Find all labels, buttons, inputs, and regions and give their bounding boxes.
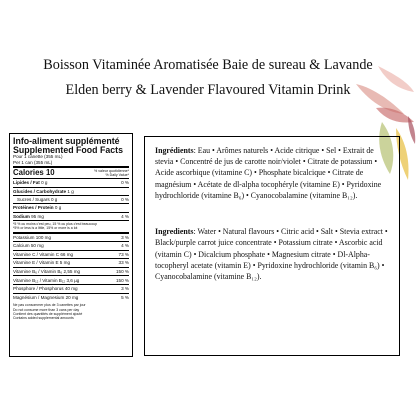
calories-row	[13, 168, 129, 179]
nutrition-facts-panel	[9, 133, 133, 357]
ingredients-french-label: Ingrédients	[155, 146, 194, 155]
protein-row: Protéines / Protein 0 g	[13, 204, 129, 212]
calories-value: 10	[45, 168, 55, 178]
nutrition-heading-english: Supplemented Food Facts	[13, 144, 123, 155]
vitamin-row: Calcium 50 mg 4 %	[13, 242, 129, 251]
ingredients-box	[144, 136, 400, 356]
vitamin-row: Phosphore / Phosphorus 40 mg 3 %	[13, 285, 129, 294]
ingredients-french-text: : Eau • Arômes naturels • Acide citrique • Sel • Extrait de stevia • Concentré de jus de carotte noir/violet • Citrate de potassium • Acide ascorbique (vitamine C) • Phosphate bicalcique • Citrate de magnésium • Acétate de dl-alpha tocophéryle (vitamine E) • Pyridoxine hydrochloride (vitamine B₆) • Cyanocobalamine (vitamine B₁₂).	[155, 146, 382, 200]
ingredients-english	[155, 226, 389, 282]
product-title-french: Boisson Vitaminée Aromatisée Baie de sureau & Lavande	[43, 57, 373, 73]
nutrition-heading-french: Info-aliment supplémenté	[13, 136, 120, 146]
vitamin-row: Magnésium / Magnesium 20 mg 5 %	[13, 294, 129, 300]
serving-size-english: Per 1 can (355 mL)	[13, 159, 53, 165]
consumption-footnote: Ne pas consommer plus de 3 canettes par jour Do not consume more than 3 cans per day Contient des quantités de supplément ajouté Contains added supplemental amounts	[13, 303, 86, 321]
carbohydrate-row: Glucides / Carbohydrate 1 g	[13, 188, 129, 196]
calories-label: Calories 10	[13, 168, 55, 178]
daily-value-header: % valeur quotidienne* % Daily Value*	[94, 168, 129, 177]
sodium-row: Sodium 95 mg 4 %	[13, 213, 129, 221]
vitamin-list	[13, 234, 129, 302]
serving-size	[13, 154, 129, 168]
ingredients-french	[155, 145, 389, 201]
fat-row: Lipides / Fat 0 g 0 %	[13, 179, 129, 187]
daily-value-note: *5 % ou moins c'est peu, 15 % ou plus c'est beaucoup *5% or less is a little, 15% or more is a lot	[13, 221, 129, 233]
vitamin-row: Vitamine E / Vitamin E 5 mg 33 %	[13, 259, 129, 268]
vitamin-row: Vitamine B₁₂ / Vitamin B₁₂ 3,6 µg 150 %	[13, 276, 129, 285]
ingredients-english-label: Ingredients	[155, 227, 194, 237]
sugars-row: Sucres / Sugars 0 g 0 %	[13, 196, 129, 204]
ingredients-english-text: : Water • Natural flavours • Citric acid • Salt • Stevia extract • Black/purple carrot juice concentrate • Potassium citrate • Ascorbic acid (vitamin C) • Dicalcium phosphate • Magnesium citrate • Dl-Alpha-tocopheryl acetate (vitamin E) • Pyridoxine hydrochloride (vitamin B₆) • Cyanocobalamine (vitamine B₁₂).	[155, 227, 388, 281]
vitamin-row: Potassium 100 mg 3 %	[13, 234, 129, 243]
vitamin-row: Vitamine B₆ / Vitamin B₆ 2,55 mg 150 %	[13, 268, 129, 277]
serving-size-french: Pour 1 canette (355 mL)	[13, 154, 63, 160]
product-title-english: Elden berry & Lavender Flavoured Vitamin Drink	[65, 82, 351, 98]
vitamin-row: Vitamine C / Vitamin C 66 mg 73 %	[13, 251, 129, 260]
